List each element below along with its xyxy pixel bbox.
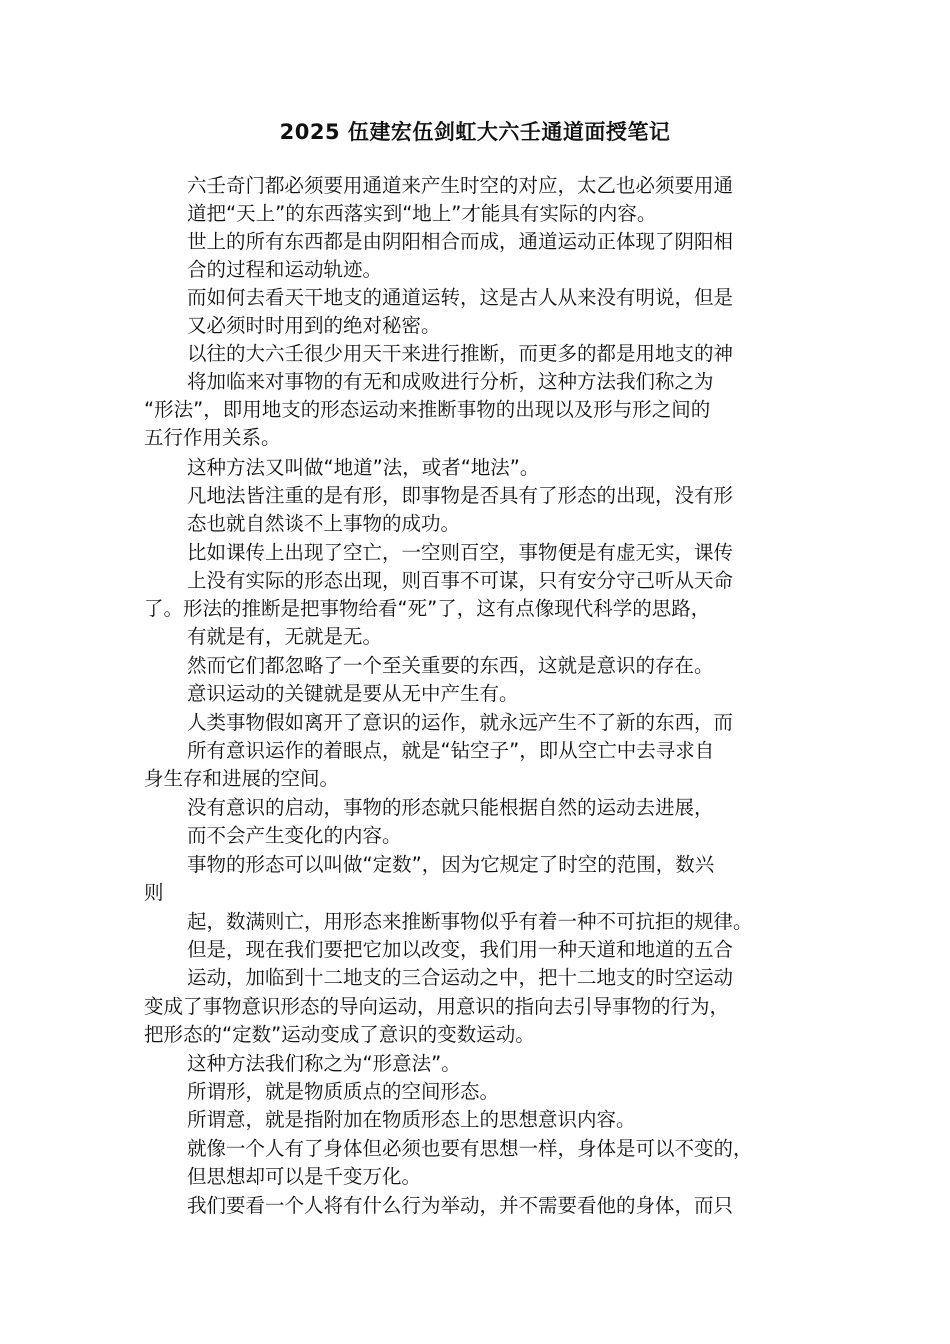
text-line: 这种方法我们称之为“形意法”。: [187, 1052, 461, 1075]
text-line: 又必须时时用到的绝对秘密。: [187, 314, 441, 337]
text-line: 合的过程和运动轨迹。: [187, 258, 383, 281]
text-line: 以往的大六壬很少用天干来进行推断，而更多的都是用地支的神: [187, 342, 734, 365]
text-line: 有就是有，无就是无。: [187, 625, 383, 648]
text-line: 所有意识运作的着眼点，就是“钻空子”，即从空亡中去寻求自: [187, 739, 715, 762]
text-line: 五行作用关系。: [144, 426, 281, 449]
text-line: 比如课传上出现了空亡，一空则百空，事物便是有虚无实，课传: [187, 541, 734, 564]
text-line: 身生存和进展的空间。: [144, 767, 340, 790]
text-line: 意识运动的关键就是要从无中产生有。: [187, 682, 519, 705]
text-line: 但思想却可以是千变万化。: [187, 1165, 422, 1188]
text-line: 事物的形态可以叫做“定数”，因为它规定了时空的范围，数兴: [187, 853, 715, 876]
text-line: 道把“天上”的东西落实到“地上”才能具有实际的内容。: [187, 202, 657, 225]
text-line: 所谓意，就是指附加在物质形态上的思想意识内容。: [187, 1108, 636, 1131]
text-line: 我们要看一个人将有什么行为举动，并不需要看他的身体，而只: [187, 1194, 734, 1217]
text-line: 所谓形，就是物质质点的空间形态。: [187, 1080, 500, 1103]
text-line: 然而它们都忽略了一个至关重要的东西，这就是意识的存在。: [187, 654, 714, 677]
text-line: 世上的所有东西都是由阴阳相合而成，通道运动正体现了阴阳相: [187, 230, 734, 253]
text-line: “形法”，即用地支的形态运动来推断事物的出现以及形与形之间的: [144, 398, 711, 421]
document-title: 2025 伍建宏伍剑虹大六壬通道面授笔记: [279, 120, 671, 144]
text-line: 则: [144, 881, 164, 904]
text-line: 上没有实际的形态出现，则百事不可谋，只有安分守己听从天命: [187, 569, 734, 592]
text-line: 这种方法又叫做“地道”法，或者“地法”。: [187, 456, 540, 479]
text-line: 凡地法皆注重的是有形，即事物是否具有了形态的出现，没有形: [187, 484, 734, 507]
text-line: 而不会产生变化的内容。: [187, 824, 402, 847]
text-line: 人类事物假如离开了意识的运作，就永远产生不了新的东西，而: [187, 711, 734, 734]
text-line: 而如何去看天干地支的通道运转，这是古人从来没有明说，但是: [187, 286, 734, 309]
text-line: 就像一个人有了身体但必须也要有思想一样，身体是可以不变的，: [187, 1137, 753, 1160]
text-line: 起，数满则亡，用形态来推断事物似乎有着一种不可抗拒的规律。: [187, 910, 753, 933]
text-line: 运动，加临到十二地支的三合运动之中，把十二地支的时空运动: [187, 966, 734, 989]
text-line: 六壬奇门都必须要用通道来产生时空的对应，太乙也必须要用通: [187, 174, 734, 197]
text-line: 没有意识的启动，事物的形态就只能根据自然的运动去进展，: [187, 796, 714, 819]
text-line: 了。形法的推断是把事物给看“死”了，这有点像现代科学的思路，: [144, 597, 711, 620]
text-line: 但是，现在我们要把它加以改变，我们用一种天道和地道的五合: [187, 938, 734, 961]
text-line: 将加临来对事物的有无和成败进行分析，这种方法我们称之为: [187, 370, 714, 393]
text-line: 态也就自然谈不上事物的成功。: [187, 512, 461, 535]
text-line: 变成了事物意识形态的导向运动，用意识的指向去引导事物的行为，: [144, 995, 730, 1018]
text-line: 把形态的“定数”运动变成了意识的变数运动。: [144, 1023, 535, 1046]
